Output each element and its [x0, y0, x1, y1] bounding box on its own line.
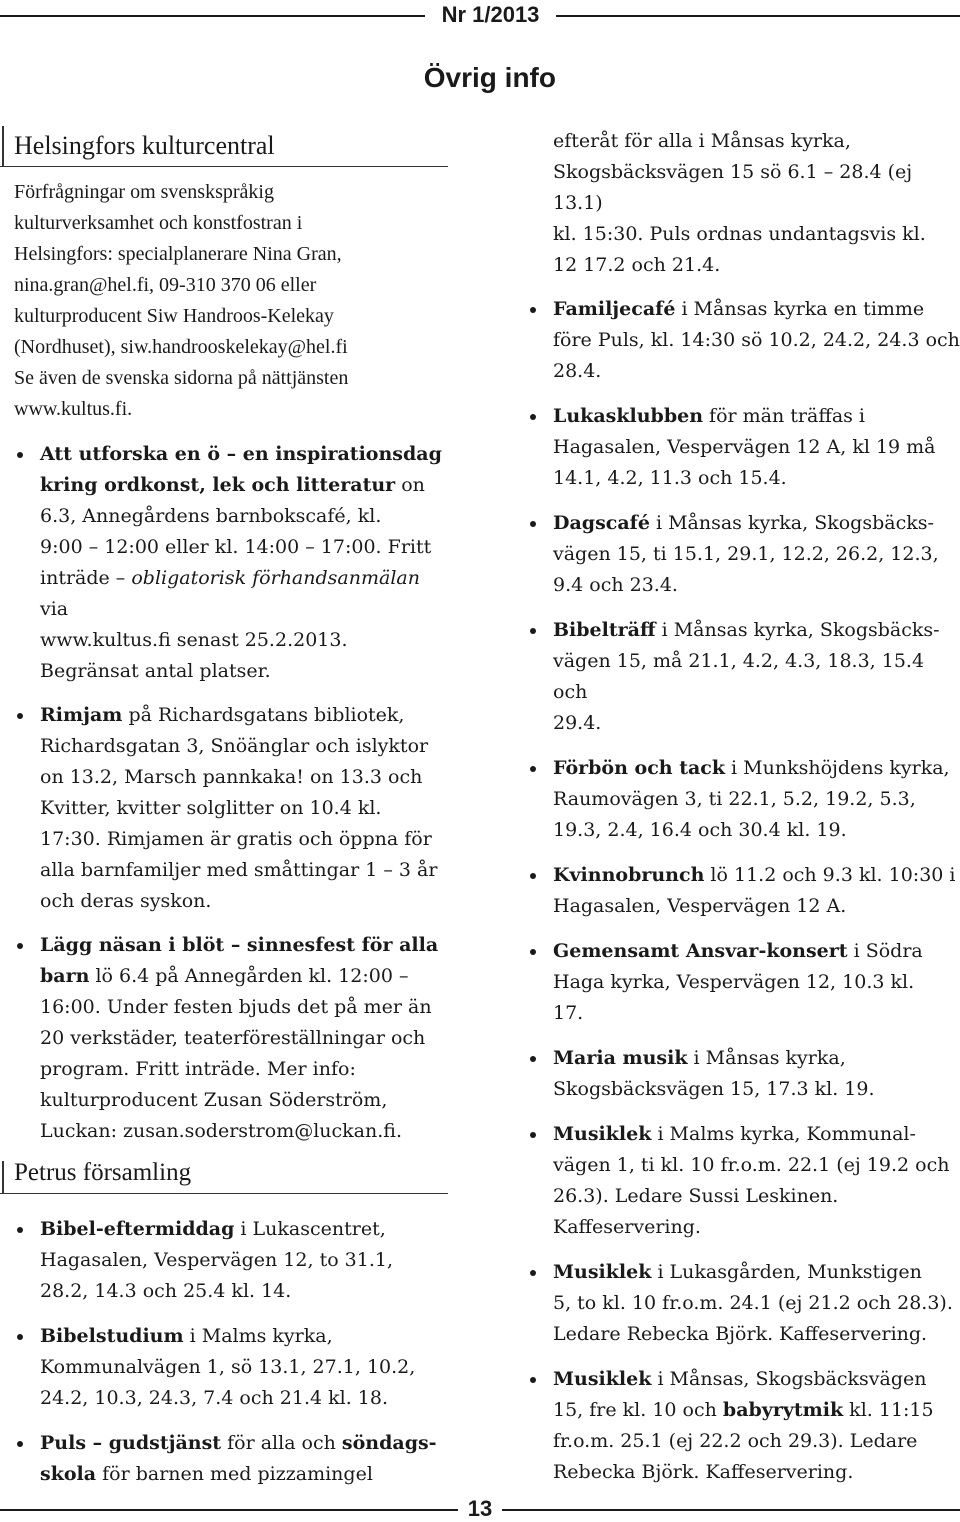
- item-text: vägen 1, ti kl. 10 fr.o.m. 22.1 (ej 19.2 och: [553, 1154, 950, 1176]
- item-text: Kvitter, kvitter solglitter on 10.4 kl.: [40, 797, 382, 819]
- right-column: [528, 126, 960, 1488]
- issue-number: Nr 1/2013: [441, 2, 540, 27]
- section-title: Övrig info: [423, 62, 556, 93]
- list-item: [528, 401, 960, 494]
- item-text: i Malms kyrka, Kommunal-: [651, 1123, 916, 1145]
- item-text: Richardsgatan 3, Snöänglar och islyktor: [40, 735, 429, 757]
- item-text: Kommunalvägen 1, sö 13.1, 27.1, 10.2,: [40, 1356, 416, 1378]
- bullet-icon: [17, 943, 23, 949]
- item-title: Förbön och tack: [553, 757, 726, 779]
- bullet-icon: [17, 452, 23, 458]
- item-text: 14.1, 4.2, 11.3 och 15.4.: [553, 467, 787, 489]
- item-title: söndags-: [341, 1432, 437, 1454]
- list-item: [528, 1119, 960, 1243]
- page-number: 13: [467, 1496, 493, 1521]
- item-text: i Södra: [847, 940, 923, 962]
- continued-line: kl. 15:30. Puls ordnas undantagsvis kl.: [553, 223, 926, 245]
- list-item: [0, 1321, 450, 1414]
- item-text: on 13.2, Marsch pannkaka! on 13.3 och: [40, 766, 423, 788]
- item-text: 17.: [553, 1002, 584, 1024]
- continued-line: Skogsbäcksvägen 15 sö 6.1 – 28.4 (ej 13.1): [553, 161, 913, 214]
- item-text: 9:00 – 12:00 eller kl. 14:00 – 17:00. Fritt: [40, 536, 432, 558]
- item-text: före Puls, kl. 14:30 sö 10.2, 24.2, 24.3 och: [553, 329, 960, 351]
- continued-line: 12 17.2 och 21.4.: [553, 254, 721, 276]
- kultur-heading-block: [0, 120, 448, 167]
- bullet-icon: [530, 949, 536, 955]
- intro-line: nina.gran@hel.fi, 09-310 370 06 eller: [14, 274, 317, 296]
- bullet-icon: [530, 307, 536, 313]
- bullet-icon: [530, 414, 536, 420]
- item-text: via: [40, 598, 69, 620]
- item-title: Musiklek: [553, 1368, 652, 1390]
- item-text: 19.3, 2.4, 16.4 och 30.4 kl. 19.: [553, 819, 847, 841]
- item-text: i Malms kyrka,: [183, 1325, 333, 1347]
- item-title: Bibel-eftermiddag: [40, 1218, 235, 1240]
- item-text: i Månsas kyrka,: [687, 1047, 846, 1069]
- item-text: i Lukascentret,: [234, 1218, 386, 1240]
- item-text: program. Fritt inträde. Mer info:: [40, 1058, 356, 1080]
- item-text: i Månsas kyrka en timme: [675, 298, 925, 320]
- item-title: Familjecafé: [553, 298, 676, 320]
- item-text: 5, to kl. 10 fr.o.m. 24.1 (ej 21.2 och 28.3).: [553, 1292, 953, 1314]
- list-item: [528, 1257, 960, 1350]
- list-item: [528, 753, 960, 846]
- item-text: 20 verkstäder, teaterföreställningar och: [40, 1027, 426, 1049]
- item-text: Haga kyrka, Vespervägen 12, 10.3 kl.: [553, 971, 915, 993]
- list-item: [0, 930, 450, 1147]
- item-text: vägen 15, ti 15.1, 29.1, 12.2, 26.2, 12.3,: [553, 543, 939, 565]
- item-title: Rimjam: [40, 704, 123, 726]
- item-text: Luckan: zusan.soderstrom@luckan.fi.: [40, 1120, 403, 1142]
- item-title: Bibelstudium: [40, 1325, 184, 1347]
- list-item: [528, 294, 960, 387]
- item-text: 15, fre kl. 10 och: [553, 1399, 723, 1421]
- list-item: [0, 700, 450, 917]
- item-text: i Lukasgården, Munkstigen: [651, 1261, 922, 1283]
- bullet-icon: [530, 1056, 536, 1062]
- petrus-heading: Petrus församling: [14, 1159, 192, 1186]
- item-text: i Månsas kyrka, Skogsbäcks-: [655, 619, 940, 641]
- intro-line: Förfrågningar om svenskspråkig: [14, 181, 274, 203]
- kultur-intro: [0, 167, 450, 425]
- item-text: Raumovägen 3, ti 22.1, 5.2, 19.2, 5.3,: [553, 788, 916, 810]
- item-text: 17:30. Rimjamen är gratis och öppna för: [40, 828, 432, 850]
- item-title: Puls – gudstjänst: [40, 1432, 222, 1454]
- bullet-icon: [530, 766, 536, 772]
- item-text: för barnen med pizzamingel: [96, 1463, 373, 1485]
- item-text: 29.4.: [553, 712, 602, 734]
- list-item: [0, 439, 450, 687]
- bullet-icon: [17, 1441, 23, 1447]
- header-rule-right: [556, 15, 960, 17]
- item-title: Maria musik: [553, 1047, 688, 1069]
- item-text: 28.4.: [553, 360, 602, 382]
- item-title: Kvinnobrunch: [553, 864, 705, 886]
- item-text: Skogsbäcksvägen 15, 17.3 kl. 19.: [553, 1078, 875, 1100]
- intro-line: (Nordhuset), siw.handrooskelekay@hel.fi: [14, 336, 348, 358]
- footer-rule-left: [0, 1509, 458, 1511]
- item-text: Begränsat antal platser.: [40, 660, 271, 682]
- item-text: 28.2, 14.3 och 25.4 kl. 14.: [40, 1280, 292, 1302]
- item-text: Kaffeservering.: [553, 1216, 701, 1238]
- item-text: Rebecka Björk. Kaffeservering.: [553, 1461, 854, 1483]
- header-rule-left: [0, 15, 425, 17]
- bullet-icon: [530, 521, 536, 527]
- item-text: i Månsas kyrka, Skogsbäcks-: [649, 512, 934, 534]
- item-title: Att utforska en ö – en inspirationsdag: [40, 443, 442, 465]
- bullet-icon: [530, 873, 536, 879]
- list-item: [528, 1364, 960, 1488]
- item-text: fr.o.m. 25.1 (ej 22.2 och 29.3). Ledare: [553, 1430, 918, 1452]
- issue-header: [0, 0, 960, 34]
- item-text: 16:00. Under festen bjuds det på mer än: [40, 996, 432, 1018]
- item-text: kl. 11:15: [843, 1399, 934, 1421]
- item-text: Hagasalen, Vespervägen 12 A, kl 19 må: [553, 436, 936, 458]
- list-item: [528, 860, 960, 922]
- petrus-event-list: [0, 1214, 450, 1490]
- bullet-icon: [530, 1270, 536, 1276]
- item-text: www.kultus.fi senast 25.2.2013.: [40, 629, 348, 651]
- item-title: Lukasklubben: [553, 405, 704, 427]
- petrus-event-list-continued: [528, 294, 960, 1488]
- item-text: på Richardsgatans bibliotek,: [122, 704, 405, 726]
- item-title: Gemensamt Ansvar-konsert: [553, 940, 848, 962]
- footer-rule-right: [502, 1509, 960, 1511]
- list-item: [528, 508, 960, 601]
- list-item: [0, 1214, 450, 1307]
- item-title: kring ordkonst, lek och litteratur: [40, 474, 396, 496]
- bullet-icon: [17, 1334, 23, 1340]
- intro-line: Helsingfors: specialplanerare Nina Gran,: [14, 243, 342, 265]
- item-title: barn: [40, 965, 90, 987]
- item-text: alla barnfamiljer med småttingar 1 – 3 år: [40, 859, 438, 881]
- item-text: 9.4 och 23.4.: [553, 574, 678, 596]
- item-text: inträde –: [40, 567, 132, 589]
- item-title: Lägg näsan i blöt – sinnesfest för alla: [40, 934, 439, 956]
- intro-line: kulturverksamhet och konstfostran i: [14, 212, 303, 234]
- item-text: 6.3, Annegårdens barnbokscafé, kl.: [40, 505, 382, 527]
- item-title: Musiklek: [553, 1261, 652, 1283]
- item-text: kulturproducent Zusan Söderström,: [40, 1089, 388, 1111]
- item-text: i Månsas, Skogsbäcksvägen: [651, 1368, 927, 1390]
- bullet-icon: [530, 628, 536, 634]
- intro-line: kulturproducent Siw Handroos-Kelekay: [14, 305, 334, 327]
- item-title: Musiklek: [553, 1123, 652, 1145]
- page-footer: [0, 1498, 960, 1521]
- list-item: [528, 615, 960, 739]
- list-item: [528, 936, 960, 1029]
- item-text: för män träffas i: [703, 405, 866, 427]
- item-text: 24.2, 10.3, 24.3, 7.4 och 21.4 kl. 18.: [40, 1387, 388, 1409]
- item-text: och deras syskon.: [40, 890, 212, 912]
- item-title: skola: [40, 1463, 97, 1485]
- bullet-icon: [530, 1132, 536, 1138]
- item-text: för alla och: [221, 1432, 342, 1454]
- bullet-icon: [17, 1227, 23, 1233]
- item-title: Bibelträff: [553, 619, 656, 641]
- item-text: Hagasalen, Vespervägen 12, to 31.1,: [40, 1249, 394, 1271]
- item-text: i Munkshöjdens kyrka,: [725, 757, 950, 779]
- item-text: lö 6.4 på Annegården kl. 12:00 –: [89, 965, 409, 987]
- item-text: lö 11.2 och 9.3 kl. 10:30 i: [704, 864, 956, 886]
- item-text: Hagasalen, Vespervägen 12 A.: [553, 895, 847, 917]
- bullet-icon: [530, 1377, 536, 1383]
- list-item: [528, 1043, 960, 1105]
- item-emphasis: obligatorisk förhandsanmälan: [131, 567, 420, 589]
- item-text: on: [395, 474, 425, 496]
- petrus-heading-block: [0, 1155, 448, 1194]
- intro-line: www.kultus.fi.: [14, 398, 133, 420]
- item-text: vägen 15, må 21.1, 4.2, 4.3, 18.3, 15.4 och: [553, 650, 925, 703]
- item-text: 26.3). Ledare Sussi Leskinen.: [553, 1185, 839, 1207]
- bullet-icon: [17, 713, 23, 719]
- kultur-event-list: [0, 439, 450, 1147]
- list-item: [0, 1428, 450, 1490]
- item-title: Dagscafé: [553, 512, 650, 534]
- kultur-heading: Helsingfors kulturcentral: [14, 131, 275, 160]
- item-text: Ledare Rebecka Björk. Kaffeservering.: [553, 1323, 928, 1345]
- item-title: babyrytmik: [722, 1399, 844, 1421]
- left-column: [0, 120, 450, 1490]
- intro-line: Se även de svenska sidorna på nättjänsten: [14, 367, 349, 389]
- continued-line: efteråt för alla i Månsas kyrka,: [553, 130, 851, 152]
